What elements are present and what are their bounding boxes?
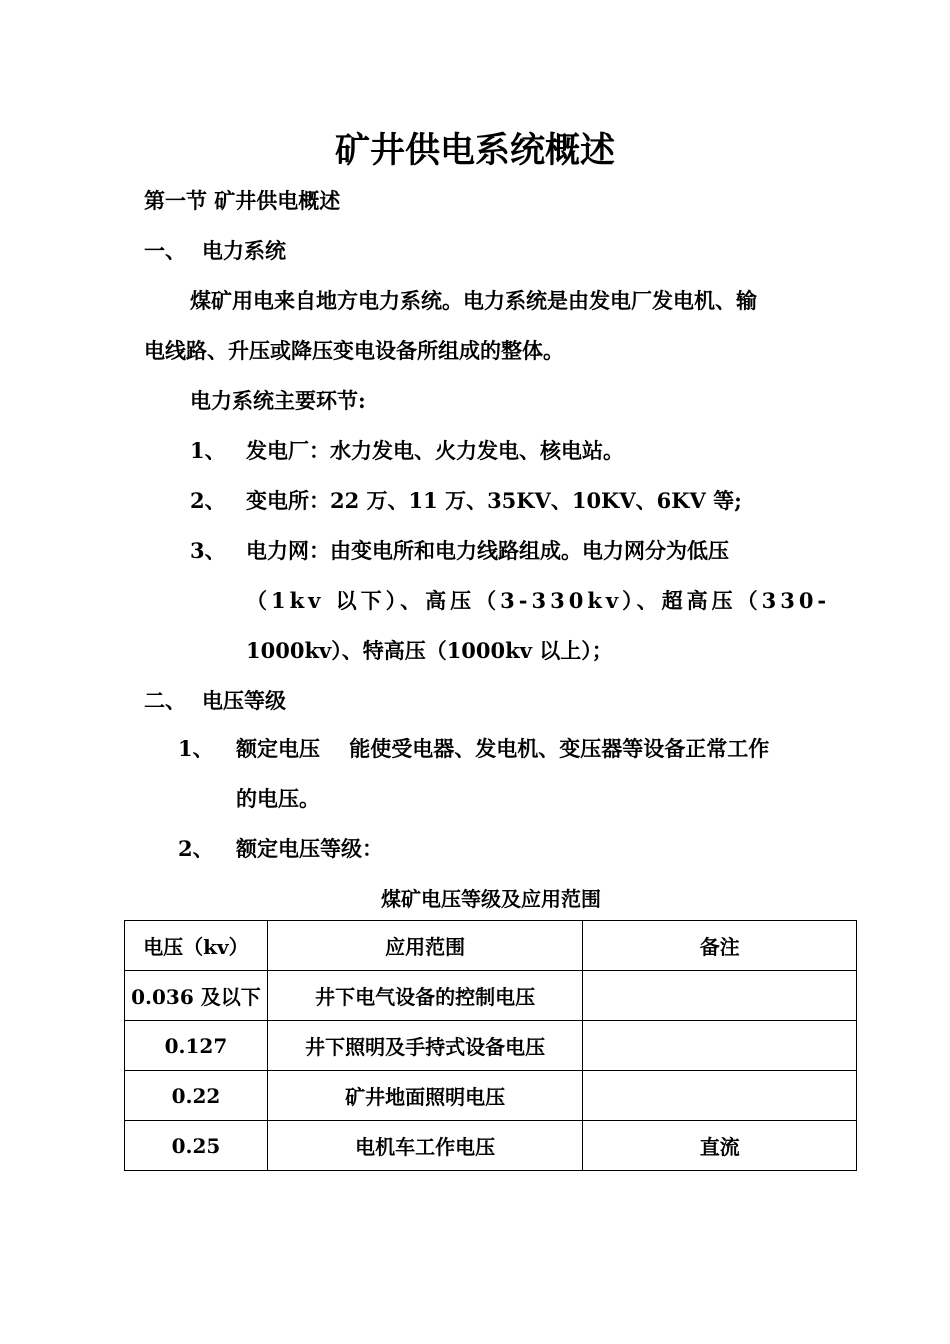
part2-item1-line1: 额定电压 能使受电器、发电机、变压器等设备正常工作 bbox=[236, 736, 770, 761]
part1-heading: 电力系统 bbox=[202, 238, 286, 263]
part1-item3-line3: 1000kv）、特高压（1000kv 以上）； bbox=[246, 638, 613, 663]
part1-paragraph-line2: 电线路、升压或降压变电设备所组成的整体。 bbox=[144, 338, 564, 363]
header-voltage: 电压（kv） bbox=[125, 921, 268, 971]
table-row bbox=[125, 1121, 857, 1171]
part2-number: 二、 bbox=[144, 688, 186, 713]
cell-remarks bbox=[583, 1071, 857, 1121]
cell-application: 电机车工作电压 bbox=[267, 1121, 583, 1171]
document-title: 矿井供电系统概述 bbox=[334, 130, 615, 171]
part1-item1-text: 发电厂：水力发电、火力发电、核电站。 bbox=[246, 438, 624, 463]
part1-item3-line1: 电力网：由变电所和电力线路组成。电力网分为低压 bbox=[246, 538, 729, 563]
cell-remarks: 直流 bbox=[583, 1121, 857, 1171]
cell-remarks bbox=[583, 971, 857, 1021]
part2-item1-line2: 的电压。 bbox=[236, 786, 320, 811]
part2-item2-text: 额定电压等级： bbox=[236, 836, 383, 861]
table-header-row bbox=[125, 921, 857, 971]
cell-voltage: 0.22 bbox=[125, 1071, 268, 1121]
part1-item1-number: 1、 bbox=[190, 438, 226, 463]
part1-item2-number: 2、 bbox=[190, 488, 226, 513]
part1-number: 一、 bbox=[144, 238, 186, 263]
cell-application: 矿井地面照明电压 bbox=[267, 1071, 583, 1121]
table-row bbox=[125, 971, 857, 1021]
header-remarks: 备注 bbox=[583, 921, 857, 971]
part1-item3-number: 3、 bbox=[190, 538, 226, 563]
voltage-table bbox=[124, 920, 857, 1171]
cell-voltage: 0.127 bbox=[125, 1021, 268, 1071]
cell-application: 井下照明及手持式设备电压 bbox=[267, 1021, 583, 1071]
part2-heading: 电压等级 bbox=[202, 688, 286, 713]
section-heading: 第一节 矿井供电概述 bbox=[144, 188, 341, 213]
part2-item2-number: 2、 bbox=[178, 836, 214, 861]
part1-item3-line2: （1kv 以下）、高压（3-330kv）、超高压（330- bbox=[246, 588, 831, 613]
cell-remarks bbox=[583, 1021, 857, 1071]
header-application: 应用范围 bbox=[267, 921, 583, 971]
cell-voltage: 0.25 bbox=[125, 1121, 268, 1171]
part1-item2-text: 变电所：22 万、11 万、35KV、10KV、6KV 等; bbox=[246, 488, 742, 513]
table-row bbox=[125, 1071, 857, 1121]
part1-subheading: 电力系统主要环节: bbox=[190, 388, 366, 413]
part1-paragraph-line1: 煤矿用电来自地方电力系统。电力系统是由发电厂发电机、输 bbox=[190, 288, 757, 313]
cell-application: 井下电气设备的控制电压 bbox=[267, 971, 583, 1021]
table-row bbox=[125, 1021, 857, 1071]
table-caption: 煤矿电压等级及应用范围 bbox=[381, 887, 601, 911]
cell-voltage: 0.036 及以下 bbox=[125, 971, 268, 1021]
part2-item1-number: 1、 bbox=[178, 736, 214, 761]
